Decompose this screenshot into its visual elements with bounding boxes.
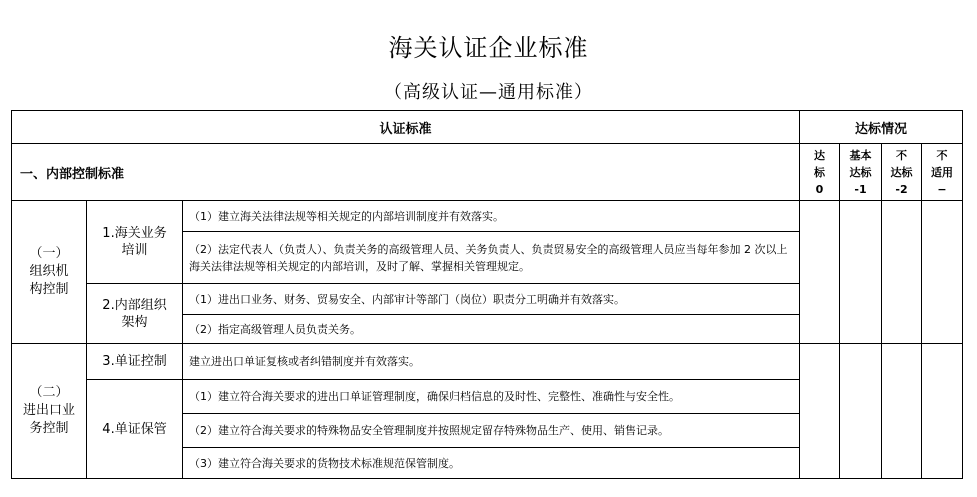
category-import-export-control: [12, 344, 87, 479]
sub-label: 1.海关业务 培训: [102, 226, 167, 258]
standard-item: （2）建立符合海关要求的特殊物品安全管理制度并按照规定留存特殊物品生产、使用、销售记录。: [183, 414, 800, 448]
standard-item: 建立进出口单证复核或者纠错制度并有效落实。: [183, 344, 800, 380]
category-org-control: [12, 201, 87, 344]
status-cell[interactable]: [922, 344, 963, 479]
standard-item: （2）法定代表人（负责人）、负责关务的高级管理人员、关务负责人、负责贸易安全的高级管理人员应当每年参加 2 次以上海关法律法规等相关规定的内部培训，及时了解、掌握相关管理规定。: [183, 232, 800, 284]
sub-document-control: [87, 344, 183, 380]
status-col-label: 不 适用 −: [931, 148, 953, 196]
status-col-noncompliant: [882, 144, 922, 201]
standards-table: [11, 110, 963, 479]
sub-label: 2.内部组织 架构: [102, 297, 167, 330]
status-cell[interactable]: [840, 344, 882, 479]
standard-item: （1）进出口业务、财务、贸易安全、内部审计等部门（岗位）职责分工明确并有效落实。: [183, 284, 800, 315]
status-cell[interactable]: [882, 201, 922, 344]
status-cell[interactable]: [922, 201, 963, 344]
sub-document-custody: [87, 380, 183, 479]
status-cell[interactable]: [840, 201, 882, 344]
standard-item: （3）建立符合海关要求的货物技术标准规范保管制度。: [183, 448, 800, 479]
status-col-not-applicable: [922, 144, 963, 201]
document-title: 海关认证企业标准: [388, 34, 589, 62]
status-col-label: 不 达标 -2: [890, 148, 913, 196]
standard-item: （2）指定高级管理人员负责关务。: [183, 315, 800, 344]
status-col-basically-compliant: [840, 144, 882, 201]
sub-label: 3.单证控制: [102, 354, 167, 369]
status-col-compliant: [800, 144, 840, 201]
sub-label: 4.单证保管: [102, 421, 167, 437]
sub-training: [87, 201, 183, 284]
document-subtitle: （高级认证—通用标准）: [384, 82, 593, 103]
category-label: （一） 组织机 构控制: [29, 246, 69, 297]
category-label: （二） 进出口业 务控制: [22, 385, 75, 436]
status-cell[interactable]: [800, 201, 840, 344]
sub-org-structure: [87, 284, 183, 344]
standard-item: （1）建立海关法律法规等相关规定的内部培训制度并有效落实。: [183, 201, 800, 232]
section-heading: 一、内部控制标准: [12, 144, 800, 201]
status-cell[interactable]: [882, 344, 922, 479]
status-cell[interactable]: [800, 344, 840, 479]
status-col-label: 基本 达标 -1: [849, 148, 872, 196]
header-standard: 认证标准: [12, 111, 800, 144]
header-status: 达标情况: [800, 111, 963, 144]
standard-item: （1）建立符合海关要求的进出口单证管理制度，确保归档信息的及时性、完整性、准确性与安全性。: [183, 380, 800, 414]
status-col-label: 达 标 0: [814, 148, 825, 196]
